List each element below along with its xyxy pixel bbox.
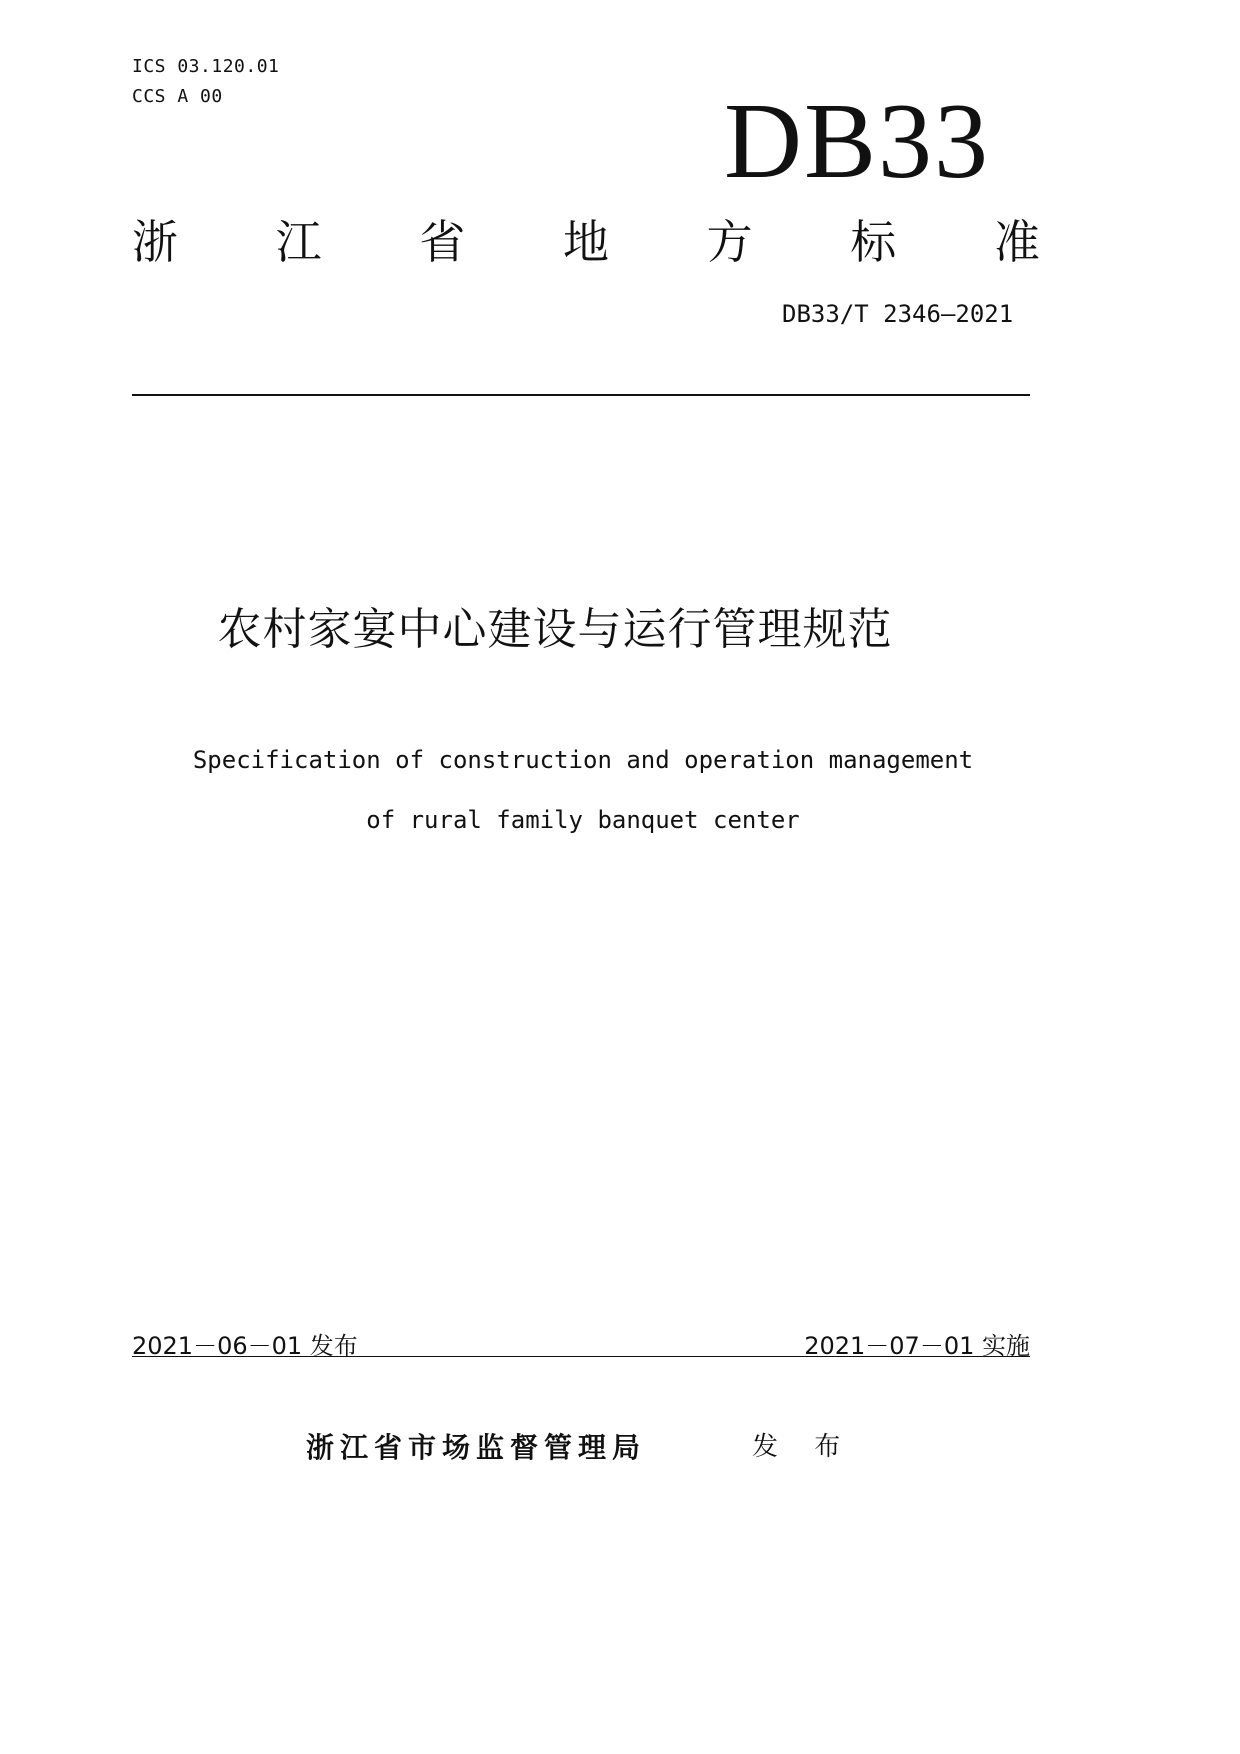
publish-label: 发 布: [752, 1432, 855, 1462]
ccs-code: CCS A 00: [132, 86, 223, 107]
standard-type-char: 标: [850, 215, 897, 269]
title-chinese: 农村家宴中心建设与运行管理规范: [217, 604, 893, 655]
ics-code: ICS 03.120.01: [132, 56, 280, 77]
standard-type-char: 方: [706, 215, 753, 269]
standard-type-char: 准: [993, 215, 1040, 269]
date-divider: [132, 1356, 1030, 1357]
header-divider: [132, 394, 1030, 396]
title-english-line-2: of rural family banquet center: [366, 806, 800, 834]
standard-type-char: 省: [419, 215, 466, 269]
publisher: 浙江省市场监督管理局: [306, 1431, 647, 1464]
implementation-date: 2021－07－01 实施: [804, 1332, 1030, 1360]
standard-type-char: 浙: [132, 215, 178, 269]
standard-type-char: 地: [562, 215, 609, 269]
issue-date: 2021－06－01 发布: [132, 1332, 358, 1360]
standard-number: DB33/T 2346—2021: [782, 300, 1014, 328]
standard-type: [132, 214, 1040, 270]
db-mark: DB33: [724, 82, 991, 201]
standard-type-char: 江: [275, 215, 322, 269]
title-english-line-1: Specification of construction and operation management: [192, 746, 974, 774]
